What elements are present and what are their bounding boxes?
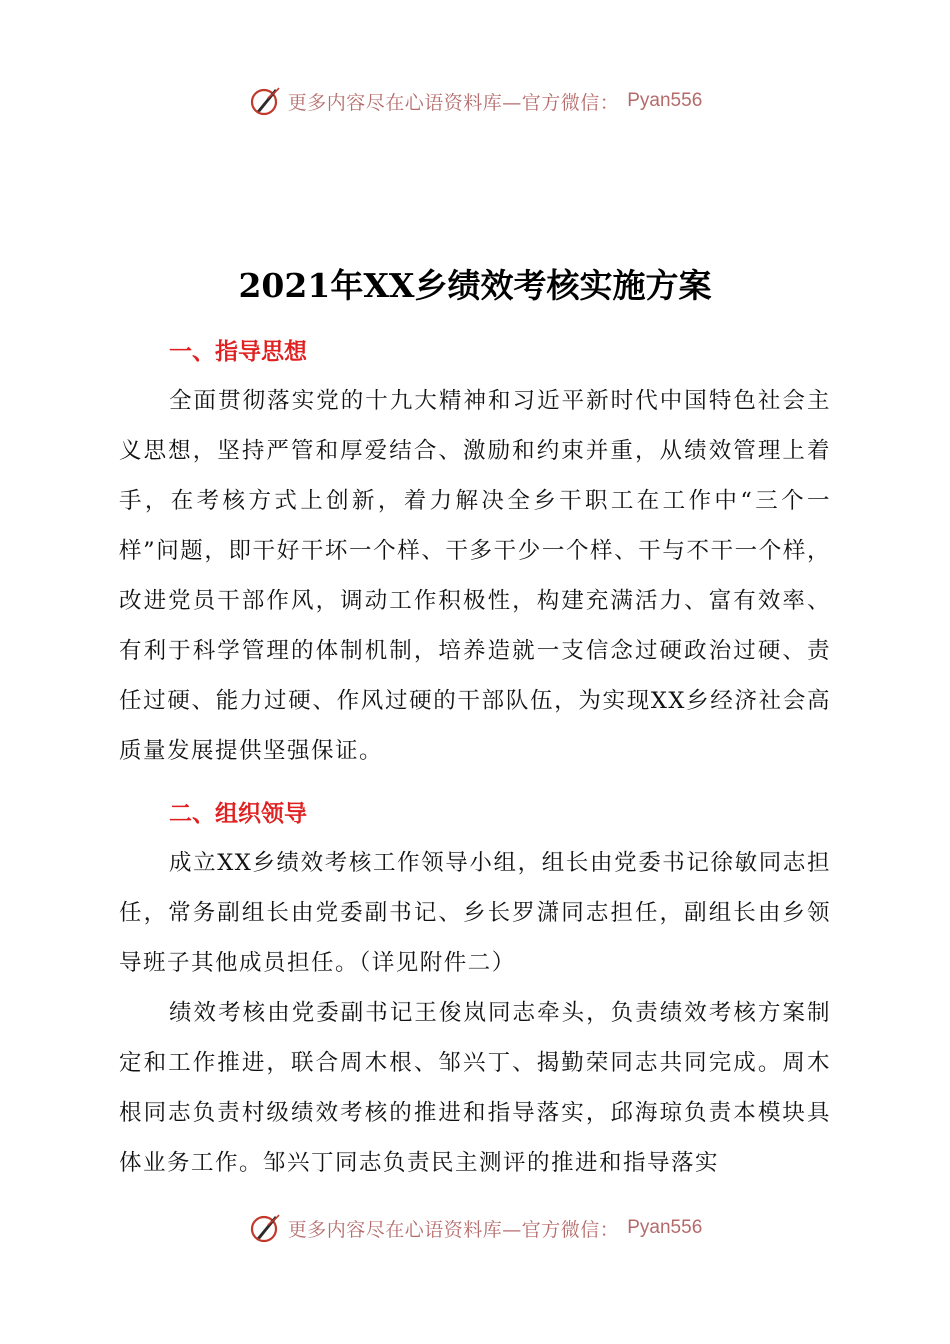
footer-watermark — [0, 1211, 950, 1245]
watermark-text: 更多内容尽在心语资料库—官方微信： — [287, 91, 620, 114]
quill-pen-circle-icon — [248, 84, 282, 118]
watermark-wechat-id: Pyan556 — [627, 90, 703, 111]
paragraph: 全面贯彻落实党的十九大精神和习近平新时代中国特色社会主义思想，坚持严管和厚爱结合、激励和约束并重，从绩效管理上着手，在考核方式上创新，着力解决全乡干职工在工作中“三个一样”问题，即干好干坏一个样、干多干少一个样、干与不干一个样，改进党员干部作风，调动工作积极性，构建充满活力、富有效率、有利于科学管理的体制机制，培养造就一支信念过硬政治过硬、责任过硬、能力过硬、作风过硬的干部队伍，为实现XX乡经济社会高质量发展提供坚强保证。 — [119, 388, 831, 764]
section-heading-organization-leadership: 二、组织领导 — [169, 801, 307, 827]
document-body — [119, 258, 831, 1188]
section-heading-guiding-ideology: 一、指导思想 — [169, 339, 307, 365]
quill-pen-circle-icon — [248, 1211, 282, 1245]
paragraph: 绩效考核由党委副书记王俊岚同志牵头，负责绩效考核方案制定和工作推进，联合周木根、邹兴丁、揭勤荣同志共同完成。周木根同志负责村级绩效考核的推进和指导落实，邱海琼负责本模块具体业务工作。邹兴丁同志负责民主测评的推进和指导落实 — [119, 1000, 831, 1176]
watermark-text: 更多内容尽在心语资料库—官方微信： — [287, 1218, 620, 1241]
header-watermark — [0, 84, 950, 118]
watermark-wechat-id: Pyan556 — [627, 1217, 703, 1238]
paragraph: 成立XX乡绩效考核工作领导小组，组长由党委书记徐敏同志担任，常务副组长由党委副书记、乡长罗潇同志担任，副组长由乡领导班子其他成员担任。（详见附件二） — [119, 850, 831, 976]
document-title: 2021年XX乡绩效考核实施方案 — [238, 266, 712, 305]
